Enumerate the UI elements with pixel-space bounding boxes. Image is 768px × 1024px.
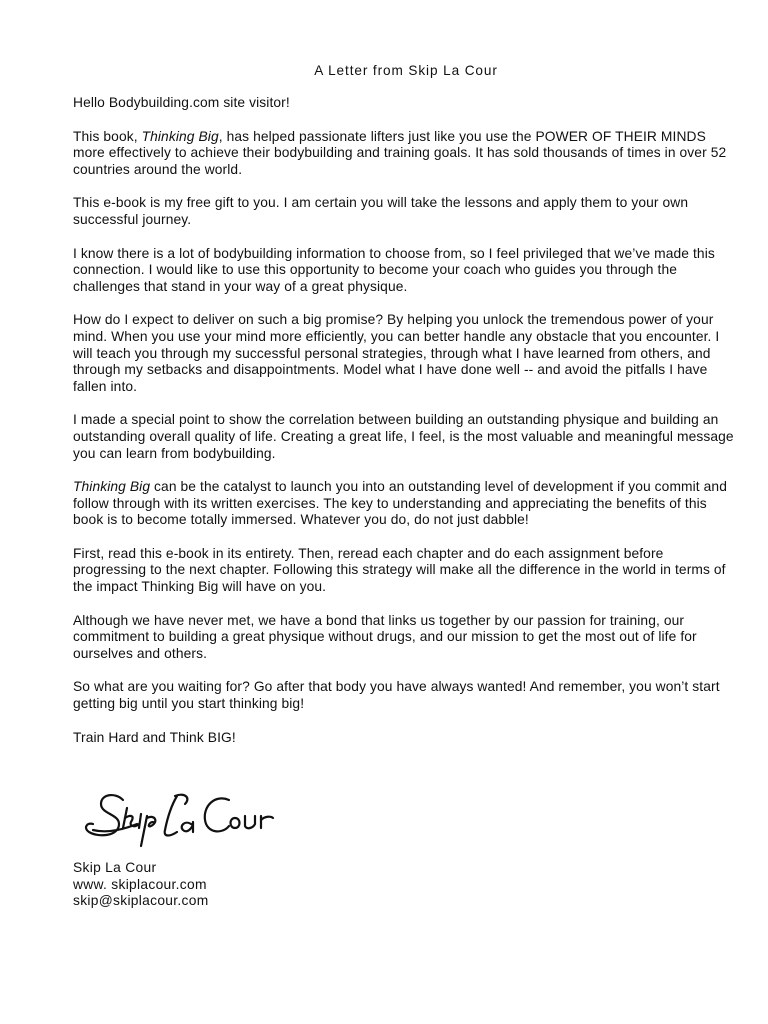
paragraph-9: So what are you waiting for? Go after that body you have always wanted! And remember, you won’t start getting big until you start thinking big! <box>73 679 720 712</box>
paragraph-5: I made a special point to show the correlation between building an outstanding physique and building an outstanding overall quality of life. Creating a great life, I feel, is the most valuable and meaningful message you can learn from bodybuilding. <box>73 412 734 461</box>
paragraph-1 <box>73 129 739 179</box>
paragraph-1-text-b: , has helped passionate lifters just like you use the POWER OF THEIR MINDS more effectively to achieve their bodybuilding and training goals. It has sold thousands of times in over 52 countries around the world. <box>73 128 727 177</box>
letter-body <box>73 95 739 763</box>
letter-title: A Letter from Skip La Cour <box>314 63 498 78</box>
greeting: Hello Bodybuilding.com site visitor! <box>73 95 290 110</box>
paragraph-7: First, read this e-book in its entirety. Then, reread each chapter and do each assignment before progressing to the next chapter. Following this strategy will make all the difference in the world in terms of the impact Thinking Big will have on you. <box>73 545 726 595</box>
sender-email[interactable]: skip@skiplacour.com <box>73 893 209 909</box>
sender-website[interactable]: www. skiplacour.com <box>73 876 207 892</box>
paragraph-6 <box>73 479 739 529</box>
book-title-italic: Thinking Big <box>73 479 151 495</box>
paragraph-2: This e-book is my free gift to you. I am certain you will take the lessons and apply them to your own successful journey. <box>73 195 689 227</box>
closing-line: Train Hard and Think BIG! <box>73 729 236 745</box>
signature-block <box>73 860 209 910</box>
paragraph-4: How do I expect to deliver on such a big promise? By helping you unlock the tremendous power of your mind. When you use your mind more efficiently, you can better handle any obstacle that you encounter. I will teach you through my successful personal strategies, through what I have learned from others, and through my setbacks and disappointments. Model what I have done well -- and avoid the pitfalls I have fallen into. <box>73 312 720 394</box>
sender-name: Skip La Cour <box>73 860 157 875</box>
paragraph-8: Although we have never met, we have a bond that links us together by our passion for training, our commitment to building a great physique without drugs, and our mission to get the most out of life for ourselves and others. <box>73 612 697 661</box>
book-title-italic: Thinking Big <box>141 128 219 144</box>
paragraph-3: I know there is a lot of bodybuilding information to choose from, so I feel privileged that we’ve made this connection. I would like to use this opportunity to become your coach who guides you through the challenges that stand in your way of a great physique. <box>73 245 715 294</box>
handwritten-signature <box>79 788 284 850</box>
paragraph-1-text-a: This book, <box>73 128 142 144</box>
paragraph-6-text: can be the catalyst to launch you into an outstanding level of development if you commit and follow through with its written exercises. The key to understanding and appreciating the benefits of this book is to become totally immersed. Whatever you do, do not just dabble! <box>73 479 727 528</box>
